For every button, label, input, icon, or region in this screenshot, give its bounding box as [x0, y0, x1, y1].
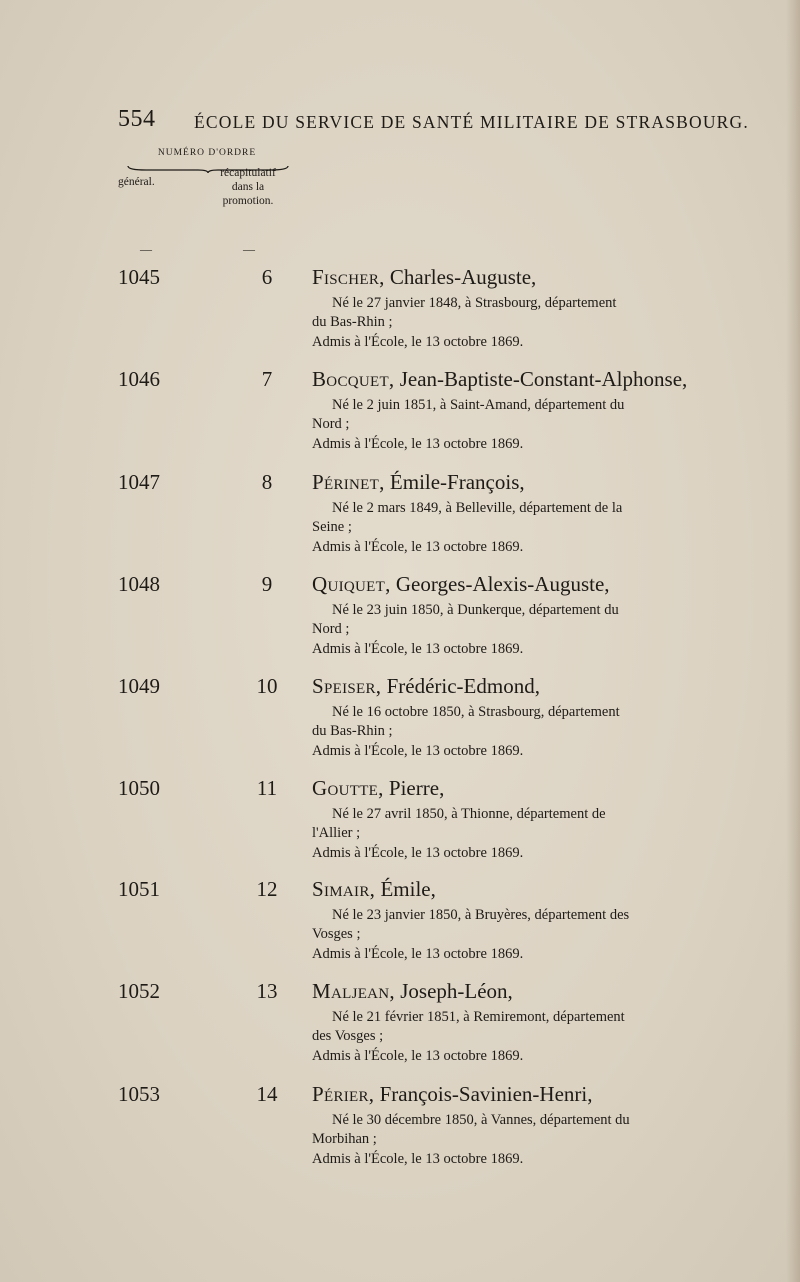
- register-entry: [0, 367, 800, 467]
- entry-general-number: 1046: [118, 367, 160, 391]
- entry-general-number: 1053: [118, 1082, 160, 1106]
- running-title: ÉCOLE DU SERVICE DE SANTÉ MILITAIRE DE STRASBOURG.: [194, 112, 749, 132]
- register-entry: [0, 877, 800, 977]
- entry-surname: Périer,: [312, 1082, 375, 1106]
- entry-recap-number: 10: [256, 674, 278, 698]
- entry-general-number: 1050: [118, 776, 160, 800]
- entry-recap-number: 6: [261, 265, 273, 289]
- entry-general-number: 1048: [118, 572, 160, 596]
- entry-general-number: 1045: [118, 265, 160, 289]
- entry-name: [312, 265, 536, 290]
- entry-surname: Speiser,: [312, 674, 382, 698]
- recap-label-line1: récapitulatif: [220, 167, 276, 179]
- entry-admission: Admis à l'École, le 13 octobre 1869.: [312, 946, 524, 962]
- entry-name: [312, 367, 687, 392]
- entry-given-names: Joseph-Léon,: [400, 979, 513, 1003]
- entry-admission: Admis à l'École, le 13 octobre 1869.: [312, 845, 524, 861]
- entry-birth-line: Né le 23 janvier 1850, à Bruyères, département des: [332, 907, 630, 923]
- column-heading-recap: [198, 166, 298, 208]
- entry-surname: Simair,: [312, 877, 376, 901]
- register-entry: [0, 572, 800, 672]
- entry-birth-line: Né le 2 juin 1851, à Saint-Amand, département du: [332, 397, 625, 413]
- entry-birth-line-continued: Vosges ;: [312, 926, 361, 942]
- entry-birth-line: Né le 2 mars 1849, à Belleville, département de la: [332, 500, 623, 516]
- entry-admission: Admis à l'École, le 13 octobre 1869.: [312, 743, 524, 759]
- entry-recap-number: 13: [256, 979, 278, 1003]
- entry-birth-line-continued: des Vosges ;: [312, 1028, 384, 1044]
- column-heading-general: général.: [118, 176, 155, 188]
- entry-name: [312, 572, 610, 597]
- entry-name: [312, 674, 540, 699]
- entry-birth-line-continued: Nord ;: [312, 621, 350, 637]
- entry-general-number: 1052: [118, 979, 160, 1003]
- column-headings: [118, 148, 318, 258]
- entry-general-number: 1047: [118, 470, 160, 494]
- entry-recap-number: 8: [261, 470, 273, 494]
- entry-recap-number: 9: [261, 572, 273, 596]
- entry-birth-line-continued: Nord ;: [312, 416, 350, 432]
- entry-admission: Admis à l'École, le 13 octobre 1869.: [312, 436, 524, 452]
- entry-recap-number: 11: [256, 776, 278, 800]
- entry-admission: Admis à l'École, le 13 octobre 1869.: [312, 539, 524, 555]
- entry-birth-line: Né le 23 juin 1850, à Dunkerque, département du: [332, 602, 619, 618]
- entry-admission: Admis à l'École, le 13 octobre 1869.: [312, 641, 524, 657]
- entry-name: [312, 776, 444, 801]
- entry-recap-number: 14: [256, 1082, 278, 1106]
- entry-given-names: Jean-Baptiste-Constant-Alphonse,: [399, 367, 688, 391]
- recap-label-line2: dans la: [231, 181, 265, 193]
- register-entry: [0, 979, 800, 1079]
- register-entry: [0, 1082, 800, 1182]
- entry-name: [312, 979, 513, 1004]
- page-header: [118, 106, 749, 140]
- entry-name: [312, 877, 436, 902]
- recap-label-line3: promotion.: [222, 195, 274, 207]
- entry-surname: Goutte,: [312, 776, 384, 800]
- entry-given-names: Frédéric-Edmond,: [386, 674, 540, 698]
- entry-given-names: Georges-Alexis-Auguste,: [395, 572, 610, 596]
- entry-birth-line-continued: du Bas-Rhin ;: [312, 314, 393, 330]
- register-entry: [0, 470, 800, 570]
- entry-recap-number: 7: [261, 367, 273, 391]
- entry-birth-line: Né le 30 décembre 1850, à Vannes, département du: [332, 1112, 630, 1128]
- entry-birth-line-continued: du Bas-Rhin ;: [312, 723, 393, 739]
- entry-birth-line: Né le 27 janvier 1848, à Strasbourg, département: [332, 295, 617, 311]
- column-dash-recap: —: [243, 242, 255, 256]
- entry-birth-line-continued: Morbihan ;: [312, 1131, 377, 1147]
- entry-given-names: François-Savinien-Henri,: [379, 1082, 593, 1106]
- entry-given-names: Émile,: [380, 877, 436, 901]
- register-entry: [0, 265, 800, 365]
- entry-admission: Admis à l'École, le 13 octobre 1869.: [312, 1151, 524, 1167]
- entry-birth-line: Né le 27 avril 1850, à Thionne, département de: [332, 806, 606, 822]
- register-entry: [0, 776, 800, 876]
- entry-birth-line-continued: Seine ;: [312, 519, 352, 535]
- entry-birth-line: Né le 16 octobre 1850, à Strasbourg, département: [332, 704, 620, 720]
- entry-admission: Admis à l'École, le 13 octobre 1869.: [312, 1048, 524, 1064]
- column-dash-general: —: [140, 242, 152, 256]
- page-number: 554: [118, 106, 156, 132]
- entry-name: [312, 1082, 592, 1107]
- entry-surname: Périnet,: [312, 470, 385, 494]
- entry-admission: Admis à l'École, le 13 octobre 1869.: [312, 334, 524, 350]
- entry-birth-line-continued: l'Allier ;: [312, 825, 361, 841]
- entry-surname: Quiquet,: [312, 572, 391, 596]
- entry-general-number: 1049: [118, 674, 160, 698]
- entry-given-names: Charles-Auguste,: [389, 265, 537, 289]
- entry-general-number: 1051: [118, 877, 160, 901]
- register-entry: [0, 674, 800, 774]
- entry-name: [312, 470, 525, 495]
- entry-surname: Fischer,: [312, 265, 385, 289]
- entry-recap-number: 12: [256, 877, 278, 901]
- column-heading-main: NUMÉRO D'ORDRE: [157, 148, 257, 158]
- entry-given-names: Pierre,: [388, 776, 445, 800]
- entry-given-names: Émile-François,: [389, 470, 525, 494]
- entry-birth-line: Né le 21 février 1851, à Remiremont, département: [332, 1009, 625, 1025]
- entry-surname: Maljean,: [312, 979, 395, 1003]
- entry-surname: Bocquet,: [312, 367, 395, 391]
